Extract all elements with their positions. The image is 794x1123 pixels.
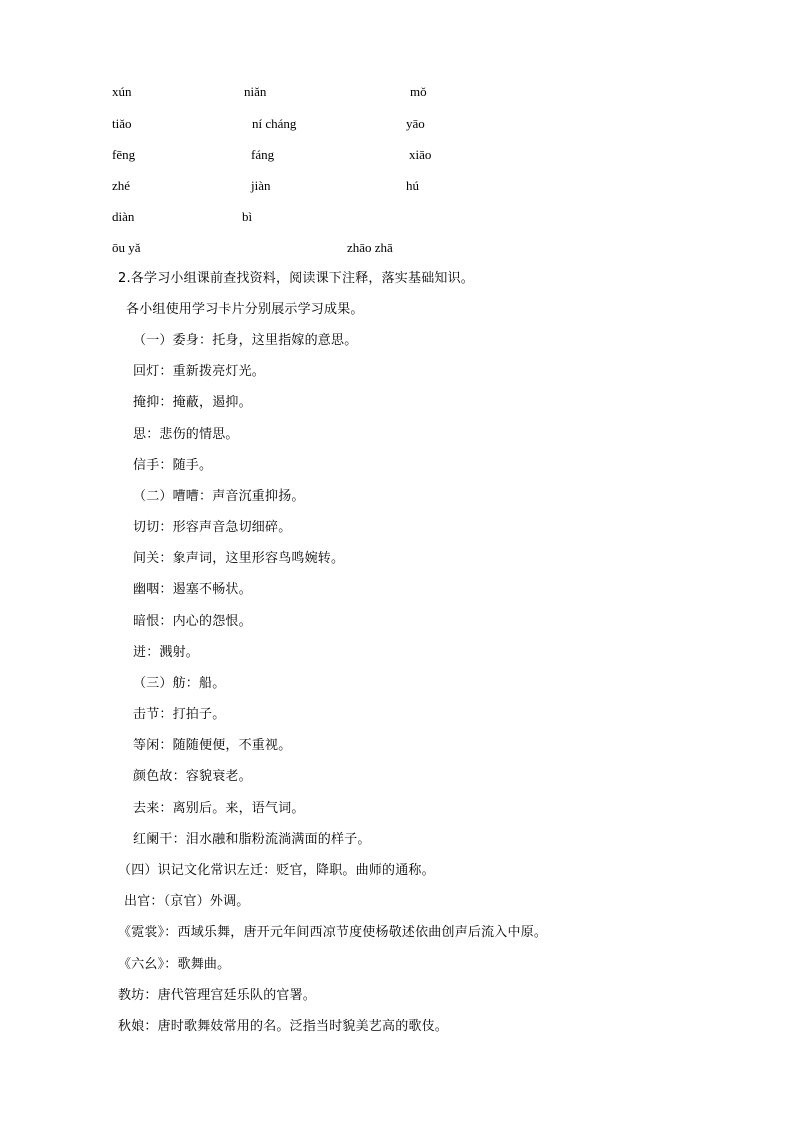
pinyin: xún [112,84,132,99]
body-line: （四）识记文化常识左迁：贬官，降职。曲师的通称。 [118,863,435,878]
body-line: （一）委身：托身，这里指嫁的意思。 [133,333,358,348]
body-line: 暗恨：内心的怨恨。 [133,614,252,629]
pinyin: diàn [112,209,135,224]
body-line: 出官：（京官）外调。 [124,894,250,909]
pinyin: fēng [112,147,136,162]
body-line: 教坊：唐代管理宫廷乐队的官署。 [118,988,317,1003]
body-line: 红阑干：泪水融和脂粉流淌满面的样子。 [133,832,371,847]
body-line: （二）嘈嘈：声音沉重抑扬。 [133,489,305,504]
pinyin: zhāo zhā [347,240,393,255]
pinyin-row [0,207,794,227]
pinyin: niǎn [244,84,267,99]
body-line: 2.各学习小组课前查找资料，阅读课下注释，落实基础知识。 [118,271,475,286]
body-line: 间关：象声词，这里形容鸟鸣婉转。 [133,551,345,566]
pinyin: hú [406,178,419,193]
body-line: 幽咽：遏塞不畅状。 [133,582,252,597]
body-line: 去来：离别后。来，语气词。 [133,801,305,816]
pinyin-row [0,114,794,134]
pinyin-row [0,82,794,102]
pinyin-row [0,238,794,258]
body-line: 击节：打拍子。 [133,707,226,722]
body-line: 等闲：随随便便，不重视。 [133,738,292,753]
pinyin: tiǎo [112,116,132,131]
body-line: 迸：溅射。 [133,645,200,660]
body-line: 回灯：重新拨亮灯光。 [133,364,266,379]
pinyin: yāo [406,116,425,131]
pinyin: jiàn [251,178,271,193]
body-line: 各小组使用学习卡片分别展示学习成果。 [126,302,364,317]
body-line: 信手：随手。 [133,458,213,473]
pinyin: zhé [112,178,131,193]
body-line: 《霓裳》：西域乐舞，唐开元年间西凉节度使杨敬述依曲创声后流入中原。 [118,925,548,940]
pinyin: bì [242,209,253,224]
body-line: 《六幺》：歌舞曲。 [118,957,231,972]
body-line: 思：悲伤的情思。 [133,427,239,442]
body-line: （三）舫：船。 [133,676,226,691]
pinyin-row [0,145,794,165]
pinyin: mǒ [410,84,427,99]
body-line: 秋娘：唐时歌舞妓常用的名。泛指当时貌美艺高的歌伎。 [118,1019,449,1034]
body-line: 切切：形容声音急切细碎。 [133,520,292,535]
pinyin: ní cháng [252,116,297,131]
pinyin: ōu yǎ [112,240,141,255]
pinyin: fáng [251,147,275,162]
body-line: 掩抑：掩蔽，遏抑。 [133,395,252,410]
pinyin: xiāo [409,147,432,162]
pinyin-row [0,176,794,196]
body-line: 颜色故：容貌衰老。 [133,769,252,784]
